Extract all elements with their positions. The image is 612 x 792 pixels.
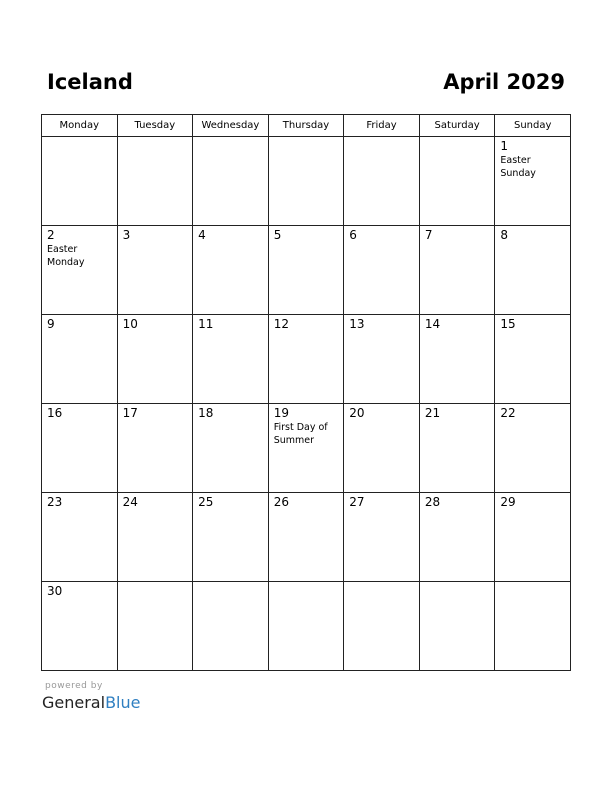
- day-number: [118, 137, 193, 139]
- day-cell: [344, 226, 420, 315]
- day-number: 10: [122, 317, 138, 331]
- day-cell: [117, 493, 193, 582]
- weekday-header-row: [42, 115, 571, 137]
- week-row: [42, 137, 571, 226]
- day-number: [42, 137, 117, 139]
- day-number: 12: [273, 317, 289, 331]
- day-number: 23: [47, 495, 63, 509]
- day-cell: [193, 226, 269, 315]
- day-cell: [419, 404, 495, 493]
- week-row: [42, 315, 571, 404]
- day-cell: [419, 493, 495, 582]
- day-number: 14: [424, 317, 441, 331]
- day-number: [193, 582, 268, 584]
- day-cell: [117, 315, 193, 404]
- day-number: 28: [424, 495, 441, 509]
- day-number: [193, 137, 268, 139]
- day-number: 17: [122, 406, 138, 420]
- day-number: [344, 137, 419, 139]
- day-number: [269, 582, 344, 584]
- weekday-header: Wednesday: [193, 115, 269, 137]
- day-number: 3: [122, 228, 131, 242]
- day-cell: [268, 137, 344, 226]
- day-number: 19: [273, 406, 289, 420]
- logo-general-text: General: [42, 693, 106, 712]
- day-cell: [193, 315, 269, 404]
- day-number: [420, 582, 495, 584]
- day-number: [118, 582, 193, 584]
- day-number: [495, 582, 570, 584]
- day-number: 1: [500, 139, 509, 153]
- day-cell: [268, 493, 344, 582]
- day-cell: [42, 315, 118, 404]
- week-row: [42, 404, 571, 493]
- day-number: 6: [349, 228, 357, 242]
- day-number: 18: [198, 406, 214, 420]
- weekday-header: Saturday: [419, 115, 495, 137]
- day-cell: [193, 137, 269, 226]
- holiday-label: Easter Sunday: [500, 155, 536, 179]
- day-number: 16: [47, 406, 63, 420]
- week-row: [42, 582, 571, 671]
- day-number: 9: [47, 317, 55, 331]
- day-cell: [419, 226, 495, 315]
- day-number: [269, 137, 344, 139]
- day-number: 30: [47, 584, 63, 598]
- day-cell: [344, 137, 420, 226]
- day-number: 7: [424, 228, 433, 242]
- day-number: [344, 582, 419, 584]
- day-cell: [117, 404, 193, 493]
- day-number: 24: [122, 495, 138, 509]
- day-cell: [495, 582, 571, 671]
- calendar-grid: [41, 114, 571, 671]
- week-row: [42, 226, 571, 315]
- day-cell: [344, 315, 420, 404]
- holiday-label: First Day of Summer: [273, 422, 328, 446]
- day-number: [420, 137, 495, 139]
- day-number: 25: [198, 495, 214, 509]
- logo-blue-text: Blue: [105, 693, 141, 712]
- day-number: 4: [198, 228, 206, 242]
- day-number: 26: [273, 495, 289, 509]
- day-number: 27: [349, 495, 365, 509]
- day-number: 21: [424, 406, 441, 420]
- day-cell: [268, 226, 344, 315]
- day-cell: [42, 582, 118, 671]
- weekday-header: Friday: [344, 115, 420, 137]
- day-number: 13: [349, 317, 365, 331]
- month-title: April 2029: [443, 70, 565, 94]
- day-cell: [495, 137, 571, 226]
- holiday-label: Easter Monday: [47, 244, 85, 268]
- country-title: Iceland: [47, 70, 133, 94]
- day-cell: [419, 582, 495, 671]
- day-cell: [117, 226, 193, 315]
- day-number: 22: [500, 406, 516, 420]
- day-cell: [42, 226, 118, 315]
- weekday-header: Thursday: [268, 115, 344, 137]
- day-cell: [268, 582, 344, 671]
- day-cell: [193, 582, 269, 671]
- day-cell: [344, 404, 420, 493]
- day-cell: [193, 404, 269, 493]
- day-number: 11: [198, 317, 214, 331]
- weekday-header: Tuesday: [117, 115, 193, 137]
- day-number: 8: [500, 228, 509, 242]
- day-cell: [268, 315, 344, 404]
- day-cell: [344, 582, 420, 671]
- powered-by-label: powered by: [45, 681, 103, 691]
- day-cell: [495, 315, 571, 404]
- day-cell: [495, 404, 571, 493]
- day-cell: [117, 582, 193, 671]
- day-number: 2: [47, 228, 55, 242]
- day-cell: [344, 493, 420, 582]
- generalblue-logo[interactable]: [42, 693, 140, 712]
- day-cell: [42, 493, 118, 582]
- day-number: 5: [273, 228, 282, 242]
- day-number: 15: [500, 317, 516, 331]
- week-row: [42, 493, 571, 582]
- day-cell: [268, 404, 344, 493]
- day-cell: [42, 404, 118, 493]
- day-cell: [117, 137, 193, 226]
- day-number: 29: [500, 495, 516, 509]
- weekday-header: Monday: [42, 115, 118, 137]
- day-cell: [495, 226, 571, 315]
- day-cell: [193, 493, 269, 582]
- day-cell: [419, 137, 495, 226]
- weekday-header: Sunday: [495, 115, 571, 137]
- day-cell: [495, 493, 571, 582]
- day-cell: [42, 137, 118, 226]
- day-number: 20: [349, 406, 365, 420]
- day-cell: [419, 315, 495, 404]
